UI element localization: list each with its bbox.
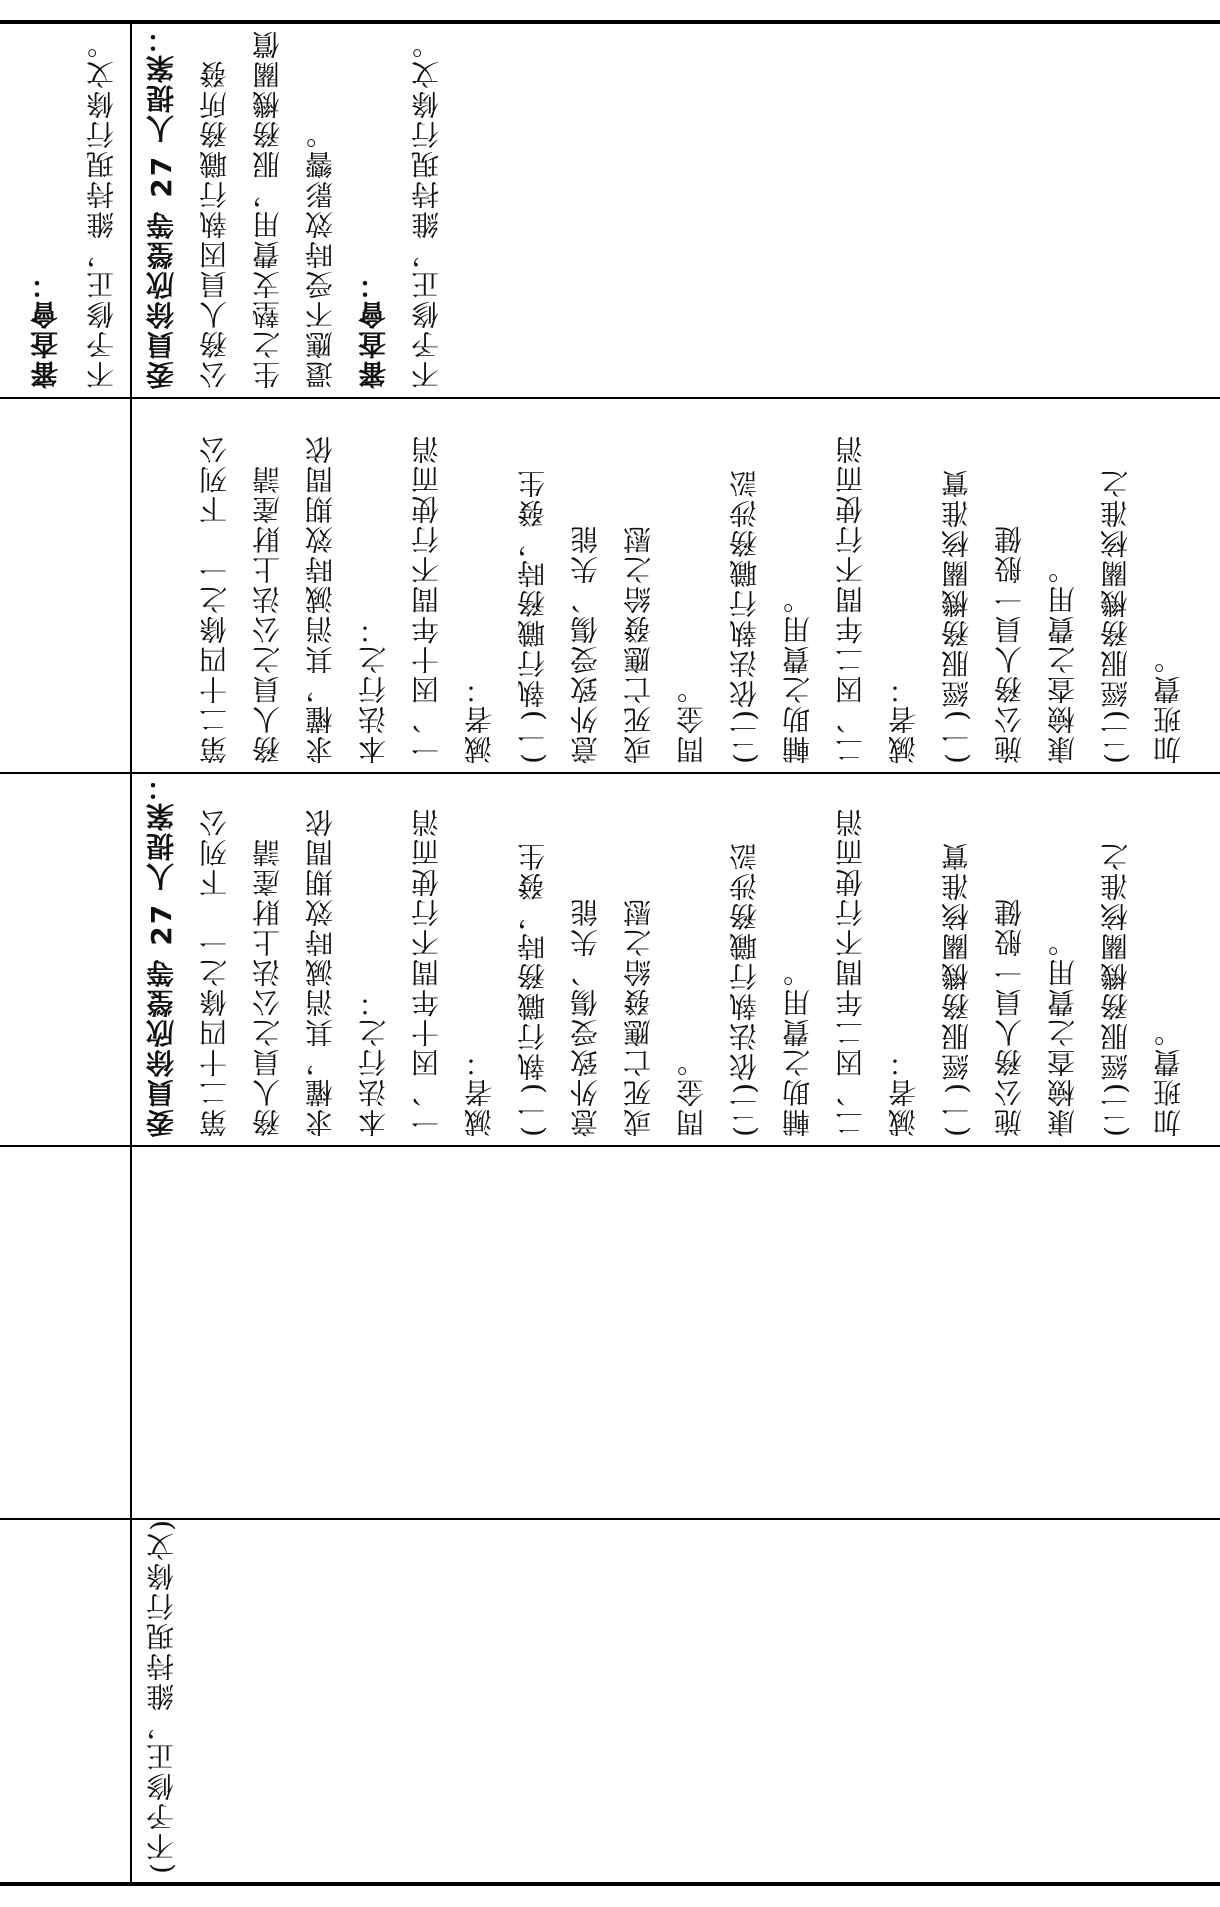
article-line: 滅者： bbox=[887, 674, 920, 764]
proposal-line: 輔助之費用。 bbox=[781, 957, 814, 1137]
article-line: (二)依法執行職務涉訟 bbox=[728, 468, 761, 764]
review-heading: 審查會： bbox=[29, 269, 62, 389]
article-line: (一)經服務機關核准實 bbox=[940, 468, 973, 764]
proposal-line: 本法行之： bbox=[357, 987, 390, 1137]
proposal-line: 二、因二年間不行使而消 bbox=[834, 807, 867, 1137]
current-law-note: (不予修正，維持現行條文) bbox=[145, 1518, 178, 1874]
article-line: (一)執行職務時，發生 bbox=[516, 468, 549, 764]
article-line: 本法行之： bbox=[357, 614, 390, 764]
article-line: 求權，其消滅時效期間依 bbox=[304, 434, 337, 764]
article-line: 一、因十年間不行使而消 bbox=[410, 434, 443, 764]
proposal-line: 第二十四條之一 下列公 bbox=[198, 807, 231, 1137]
row-proposal-text bbox=[0, 770, 1220, 1145]
article-line: 滅者： bbox=[463, 674, 496, 764]
proposal-line: (一)經服務機關核准實 bbox=[940, 841, 973, 1137]
row-review-notes bbox=[0, 24, 1220, 397]
proposal-line: 康檢查之費用。 bbox=[1046, 927, 1079, 1137]
proposal-line: 務人員之公法上財產請 bbox=[251, 837, 284, 1137]
proposal-line: 滅者： bbox=[887, 1047, 920, 1137]
article-line: (二)經服務機關核准之 bbox=[1099, 468, 1132, 764]
article-line: 輔助之費用。 bbox=[781, 584, 814, 764]
proposal-line: 一、因十年間不行使而消 bbox=[410, 807, 443, 1137]
table-bottom-border bbox=[0, 1882, 1220, 1886]
article-line: 意外致受傷、失能 bbox=[569, 524, 602, 764]
explanation-line-2: 生之墊支費用，服務機關償 bbox=[251, 29, 284, 389]
review-text: 不予修正，維持現行條文。 bbox=[85, 29, 118, 389]
review-heading-2: 審查會： bbox=[357, 269, 390, 389]
row-current-law bbox=[0, 1520, 1220, 1882]
article-line: 二、因二年間不行使而消 bbox=[834, 434, 867, 764]
article-line: 第二十四條之一 下列公 bbox=[198, 434, 231, 764]
explanation-line-1: 公務人員因執行職務所發 bbox=[198, 59, 231, 389]
proposal-line: 加班費。 bbox=[1152, 1017, 1185, 1137]
article-line: 問金。 bbox=[675, 674, 708, 764]
proposal-line: 施公務人員一般健 bbox=[993, 897, 1026, 1137]
article-line: 施公務人員一般健 bbox=[993, 524, 1026, 764]
proposal-line: 求權，其消滅時效期間依 bbox=[304, 807, 337, 1137]
row-article-text bbox=[0, 399, 1220, 772]
proposal-line: (二)依法執行職務涉訟 bbox=[728, 841, 761, 1137]
proposal-line: (二)經服務機關核准之 bbox=[1099, 841, 1132, 1137]
article-line: 康檢查之費用。 bbox=[1046, 554, 1079, 764]
proposer-label: 委員徐欣瑩等 27 人提案： bbox=[145, 770, 178, 1137]
proposer-label: 委員徐欣瑩等 27 人提案： bbox=[145, 22, 178, 389]
article-line: 加班費。 bbox=[1152, 644, 1185, 764]
proposal-line: 滅者： bbox=[463, 1047, 496, 1137]
review-text-2: 不予修正，維持現行條文。 bbox=[410, 29, 443, 389]
proposal-line: 意外致受傷、失能 bbox=[569, 897, 602, 1137]
explanation-line-3: 還應不受時效影響。 bbox=[304, 119, 337, 389]
proposal-line: 問金。 bbox=[675, 1047, 708, 1137]
proposal-line: (一)執行職務時，發生 bbox=[516, 841, 549, 1137]
article-line: 或死亡應發給之慰 bbox=[622, 524, 655, 764]
article-line: 務人員之公法上財產請 bbox=[251, 464, 284, 764]
row-empty bbox=[0, 1147, 1220, 1518]
proposal-line: 或死亡應發給之慰 bbox=[622, 897, 655, 1137]
